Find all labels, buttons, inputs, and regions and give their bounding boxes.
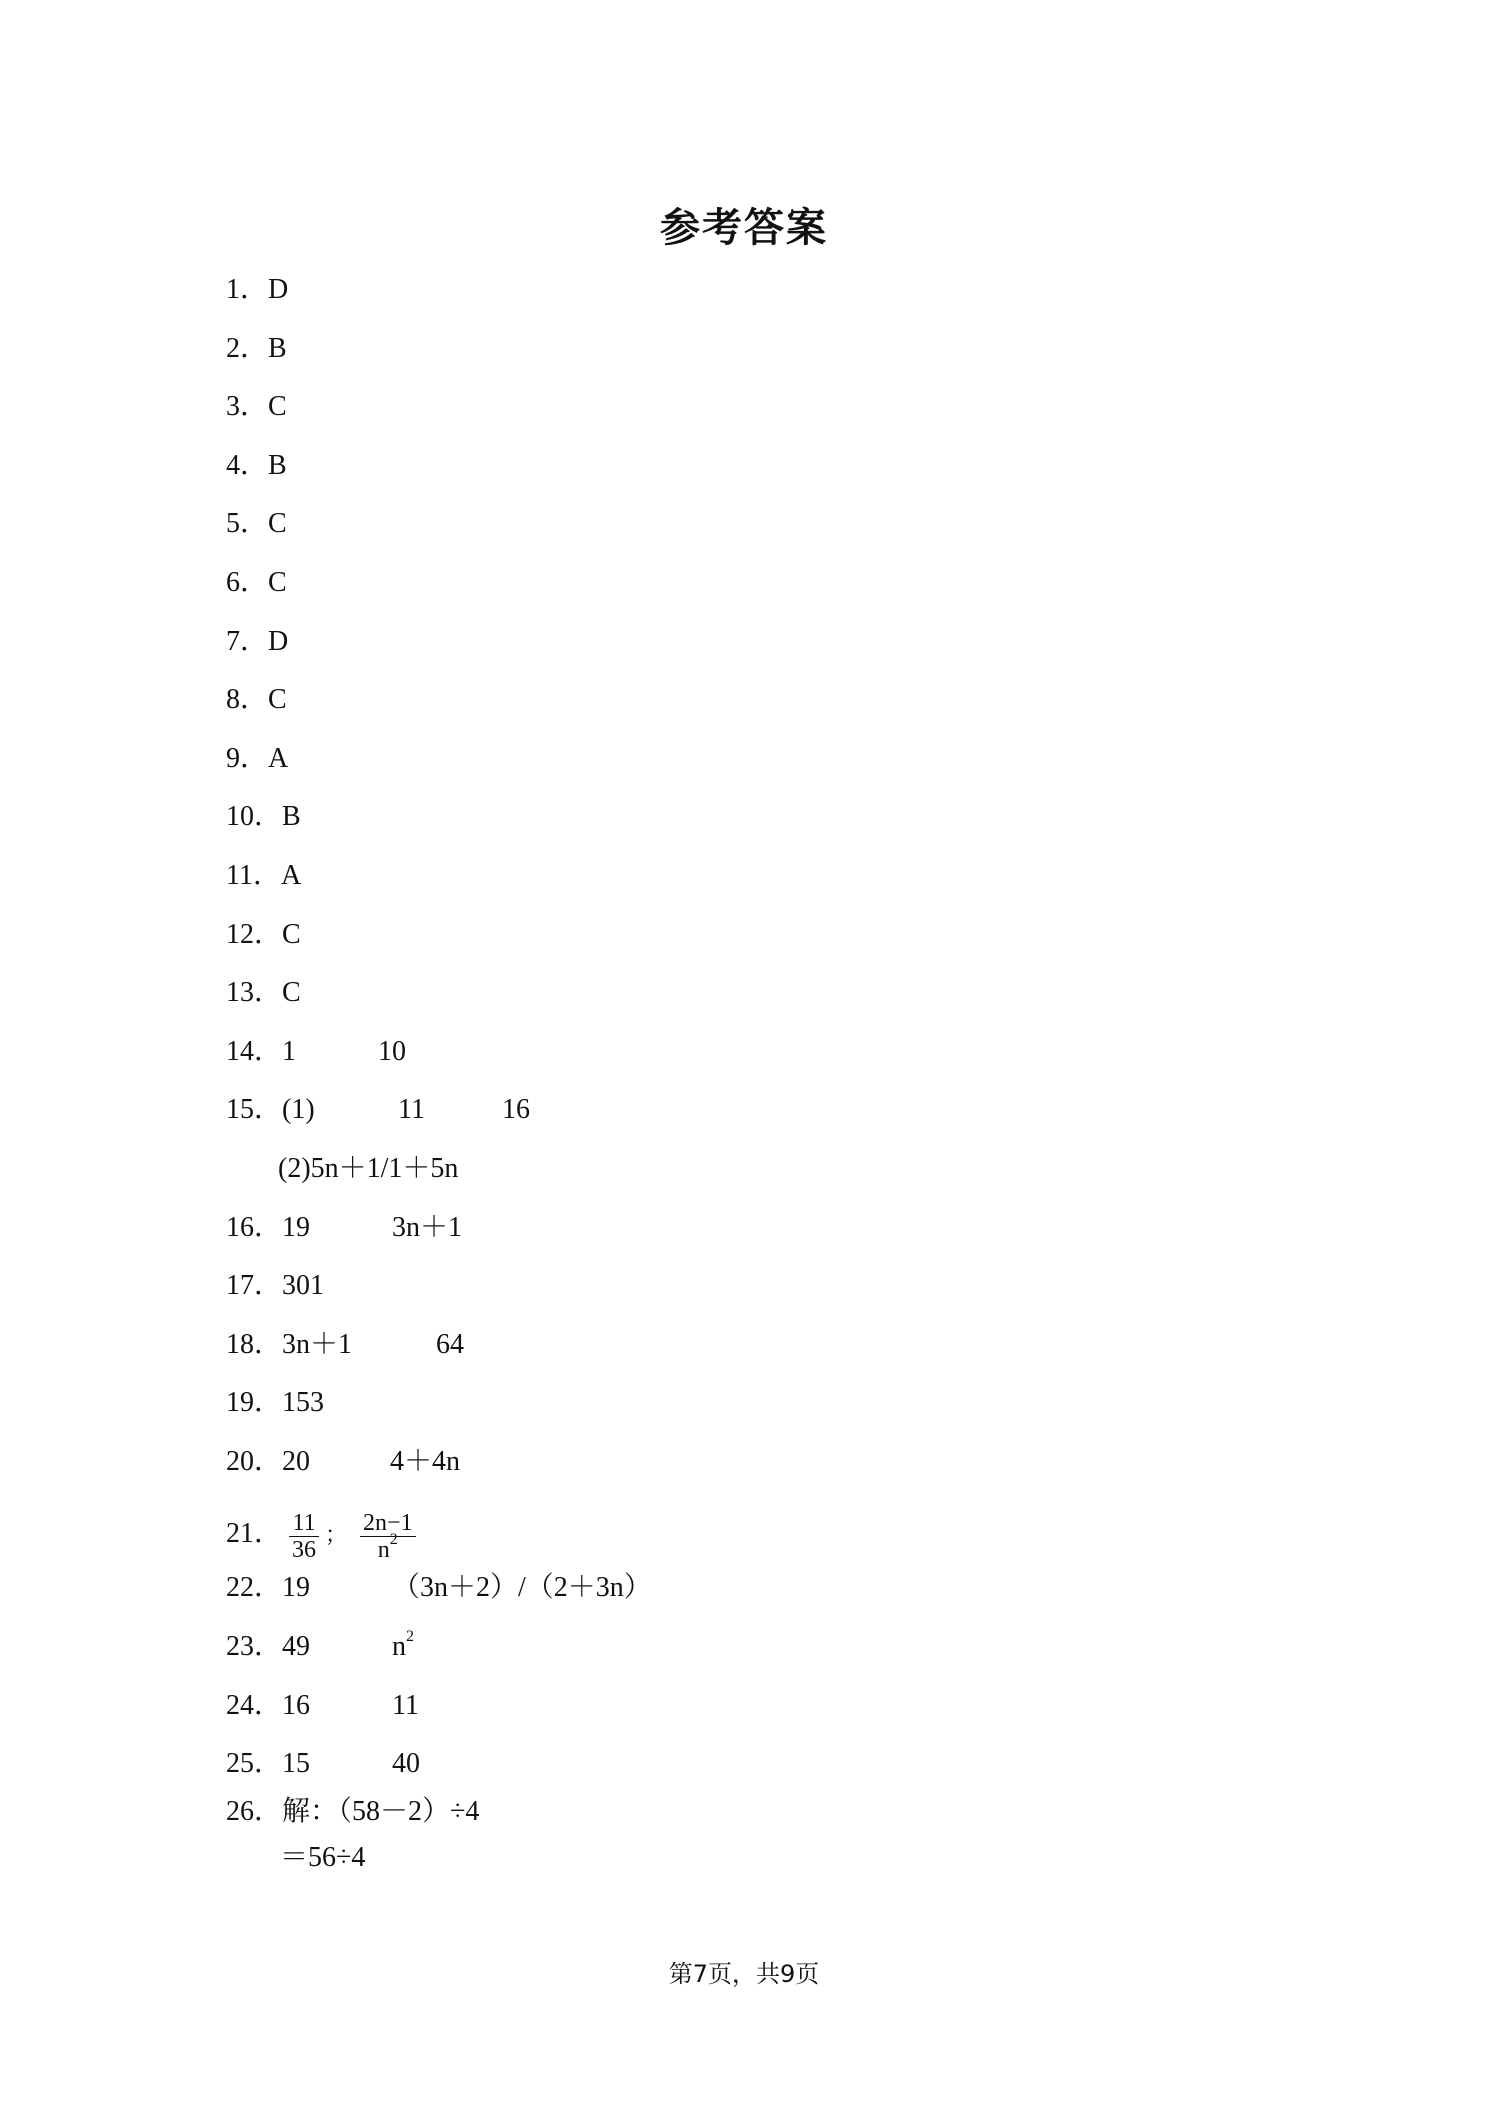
- fraction-denominator: 36: [292, 1536, 317, 1563]
- answer-value-2: 40: [392, 1748, 420, 1780]
- answer-15-part-2: [226, 1149, 1326, 1208]
- answer-value-2: 11: [392, 1689, 419, 1721]
- answer-value: 解：（58－2）÷4: [282, 1796, 480, 1828]
- answer-number: 13．: [226, 977, 283, 1009]
- answer-number: 24．: [226, 1689, 283, 1721]
- answer-number: 16．: [226, 1211, 283, 1243]
- fraction-numerator: 2n−1: [360, 1510, 416, 1537]
- answer-5: [226, 504, 1326, 563]
- answer-number: 3．: [226, 391, 269, 423]
- answer-8: [226, 680, 1326, 739]
- fraction-numerator: 11: [289, 1510, 319, 1537]
- answer-number: 25．: [226, 1748, 283, 1780]
- answer-16: [226, 1208, 1326, 1267]
- answer-value-2: 3n＋1: [392, 1211, 463, 1243]
- answer-value: C: [268, 391, 287, 423]
- answer-21: [226, 1500, 1326, 1568]
- answer-value: C: [268, 508, 287, 540]
- answer-number: 20．: [226, 1445, 283, 1477]
- answer-19: [226, 1383, 1326, 1442]
- answer-value: 1: [282, 1035, 297, 1067]
- answer-value-2: 11: [398, 1094, 425, 1126]
- answer-number: 22．: [226, 1572, 283, 1604]
- answer-17: [226, 1266, 1326, 1325]
- answer-1: [226, 270, 1326, 329]
- answer-number: 11．: [226, 859, 281, 891]
- answer-number: 6．: [226, 566, 269, 598]
- answer-value-2: 4＋4n: [390, 1445, 461, 1477]
- answer-value: B: [268, 449, 287, 481]
- answer-value: C: [268, 684, 287, 716]
- answer-9: [226, 739, 1326, 798]
- answer-18: [226, 1325, 1326, 1384]
- answer-number: 26．: [226, 1796, 283, 1828]
- answer-7: [226, 622, 1326, 681]
- fraction-2n-1-over-n2: [360, 1510, 416, 1563]
- answer-number: 18．: [226, 1328, 283, 1360]
- answer-value-2: $n^2$: [392, 1627, 414, 1663]
- answer-number: 12．: [226, 918, 283, 950]
- answer-11: [226, 856, 1326, 915]
- page-title: 参考答案: [660, 205, 828, 251]
- answer-24: [226, 1686, 1326, 1745]
- answer-value: D: [268, 625, 289, 657]
- answer-number: 4．: [226, 449, 269, 481]
- answer-4: [226, 446, 1326, 505]
- answer-value: 15: [282, 1748, 311, 1780]
- answer-value: 3n＋1: [282, 1328, 353, 1360]
- answer-13: [226, 973, 1326, 1032]
- page-footer: 第7页，共9页: [668, 1960, 820, 1988]
- answer-value: 49: [282, 1631, 311, 1663]
- answer-22: [226, 1568, 1326, 1627]
- answer-value: (1): [282, 1094, 315, 1126]
- answer-value: 19: [282, 1572, 311, 1604]
- answer-20: [226, 1442, 1326, 1501]
- answer-value: A: [280, 859, 302, 891]
- answer-value-2: 64: [436, 1328, 464, 1360]
- answer-number: 14．: [226, 1035, 283, 1067]
- answer-23: [226, 1627, 1326, 1686]
- answer-number: 17．: [226, 1270, 283, 1302]
- answer-number: 15．: [226, 1094, 283, 1126]
- answer-3: [226, 387, 1326, 446]
- answer-value: 19: [282, 1211, 311, 1243]
- answer-10: [226, 797, 1326, 856]
- answer-number: 5．: [226, 508, 269, 540]
- semicolon-separator: ；: [325, 1523, 348, 1549]
- answer-14: [226, 1032, 1326, 1091]
- answer-value: A: [268, 742, 289, 774]
- answer-25: [226, 1744, 1326, 1792]
- answer-value: 16: [282, 1689, 311, 1721]
- answer-number: 10．: [226, 801, 283, 833]
- answer-26-part-2: [226, 1838, 1326, 1897]
- answer-number: 9．: [226, 742, 269, 774]
- answer-number: 19．: [226, 1387, 283, 1419]
- answer-26: [226, 1792, 1326, 1838]
- answer-number: 8．: [226, 684, 269, 716]
- answer-6: [226, 563, 1326, 622]
- answer-value: B: [268, 332, 287, 364]
- answer-value: 301: [282, 1270, 325, 1302]
- answer-continuation: (2)5n＋1/1＋5n: [278, 1152, 459, 1184]
- fraction-11-36: [289, 1510, 319, 1563]
- answer-number: 7．: [226, 625, 269, 657]
- answer-value: C: [282, 977, 301, 1009]
- answer-value: D: [268, 274, 289, 305]
- answer-value-2: （3n＋2）/（2＋3n）: [392, 1572, 652, 1604]
- answer-value: B: [282, 801, 301, 833]
- answer-number: 21．: [226, 1518, 283, 1550]
- answer-value: 20: [282, 1445, 311, 1477]
- answer-value: 153: [282, 1387, 325, 1419]
- answer-value: C: [282, 918, 301, 950]
- answer-2: [226, 329, 1326, 388]
- answer-12: [226, 915, 1326, 974]
- answer-list: [226, 270, 1326, 1897]
- answer-continuation: ＝56÷4: [280, 1842, 366, 1874]
- answer-number: 23．: [226, 1631, 283, 1663]
- fraction-denominator: $n^2$: [377, 1530, 398, 1563]
- answer-value-3: 16: [502, 1094, 530, 1126]
- answer-number: 2．: [226, 332, 269, 364]
- answer-15: [226, 1090, 1326, 1149]
- answer-value: C: [268, 566, 287, 598]
- answer-number: 1．: [226, 274, 269, 305]
- answer-value-2: 10: [378, 1035, 406, 1067]
